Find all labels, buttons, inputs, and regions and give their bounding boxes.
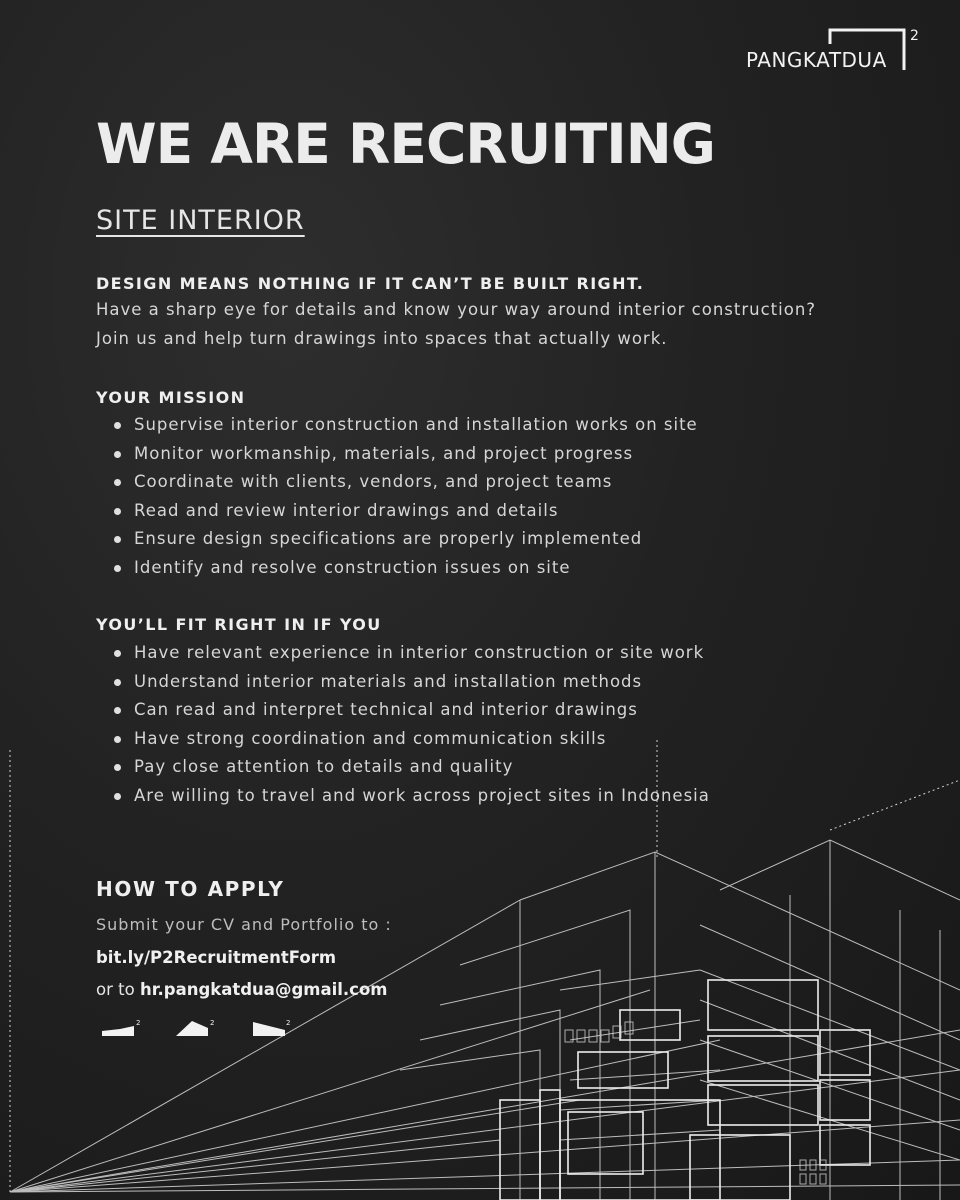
brand-mark-sup: 2: [286, 1019, 291, 1027]
brand-mark-icon: [176, 1019, 214, 1036]
list-item: Are willing to travel and work across project sites in Indonesia: [114, 782, 710, 811]
brand-superscript: 2: [910, 28, 919, 44]
brand-marks: [100, 1016, 300, 1040]
list-item: Monitor workmanship, materials, and project progress: [114, 440, 698, 469]
list-item: Have strong coordination and communication skills: [114, 725, 710, 754]
mission-list: [114, 411, 698, 582]
fit-heading: YOU’LL FIT RIGHT IN IF YOU: [96, 615, 382, 634]
mission-heading: YOUR MISSION: [96, 388, 246, 407]
brand-mark-sup: 2: [210, 1019, 215, 1027]
list-item: Supervise interior construction and installation works on site: [114, 411, 698, 440]
intro-headline: DESIGN MEANS NOTHING IF IT CAN’T BE BUILT RIGHT.: [96, 274, 645, 293]
brand-mark-sup: 2: [136, 1019, 141, 1027]
apply-instruction: Submit your CV and Portfolio to :: [96, 915, 392, 934]
intro-line-1: Have a sharp eye for details and know your way around interior construction?: [96, 300, 817, 319]
list-item: Ensure design specifications are properly implemented: [114, 525, 698, 554]
apply-email-link[interactable]: hr.pangkatdua@gmail.com: [139, 980, 388, 999]
brand-mark-icon: [253, 1019, 290, 1036]
brand-mark-icon: [102, 1019, 140, 1036]
list-item: Have relevant experience in interior construction or site work: [114, 639, 710, 668]
brand-name: PANGKATDUA: [746, 48, 887, 72]
list-item: Identify and resolve construction issues on site: [114, 554, 698, 583]
intro-line-2: Join us and help turn drawings into spaces that actually work.: [96, 329, 668, 348]
list-item: Coordinate with clients, vendors, and project teams: [114, 468, 698, 497]
or-to-label: or to: [96, 980, 135, 999]
page-title: WE ARE RECRUITING: [96, 112, 715, 176]
recruitment-form-link[interactable]: bit.ly/P2RecruitmentForm: [96, 948, 337, 967]
list-item: Pay close attention to details and quality: [114, 753, 710, 782]
list-item: Read and review interior drawings and details: [114, 497, 698, 526]
apply-heading: HOW TO APPLY: [96, 877, 285, 901]
building-wireframe-illustration: [0, 740, 960, 1200]
pangkatdua-logo: [744, 28, 924, 76]
position-title: SITE INTERIOR: [96, 205, 305, 236]
apply-email-line: [96, 980, 387, 999]
list-item: Can read and interpret technical and interior drawings: [114, 696, 710, 725]
list-item: Understand interior materials and installation methods: [114, 668, 710, 697]
